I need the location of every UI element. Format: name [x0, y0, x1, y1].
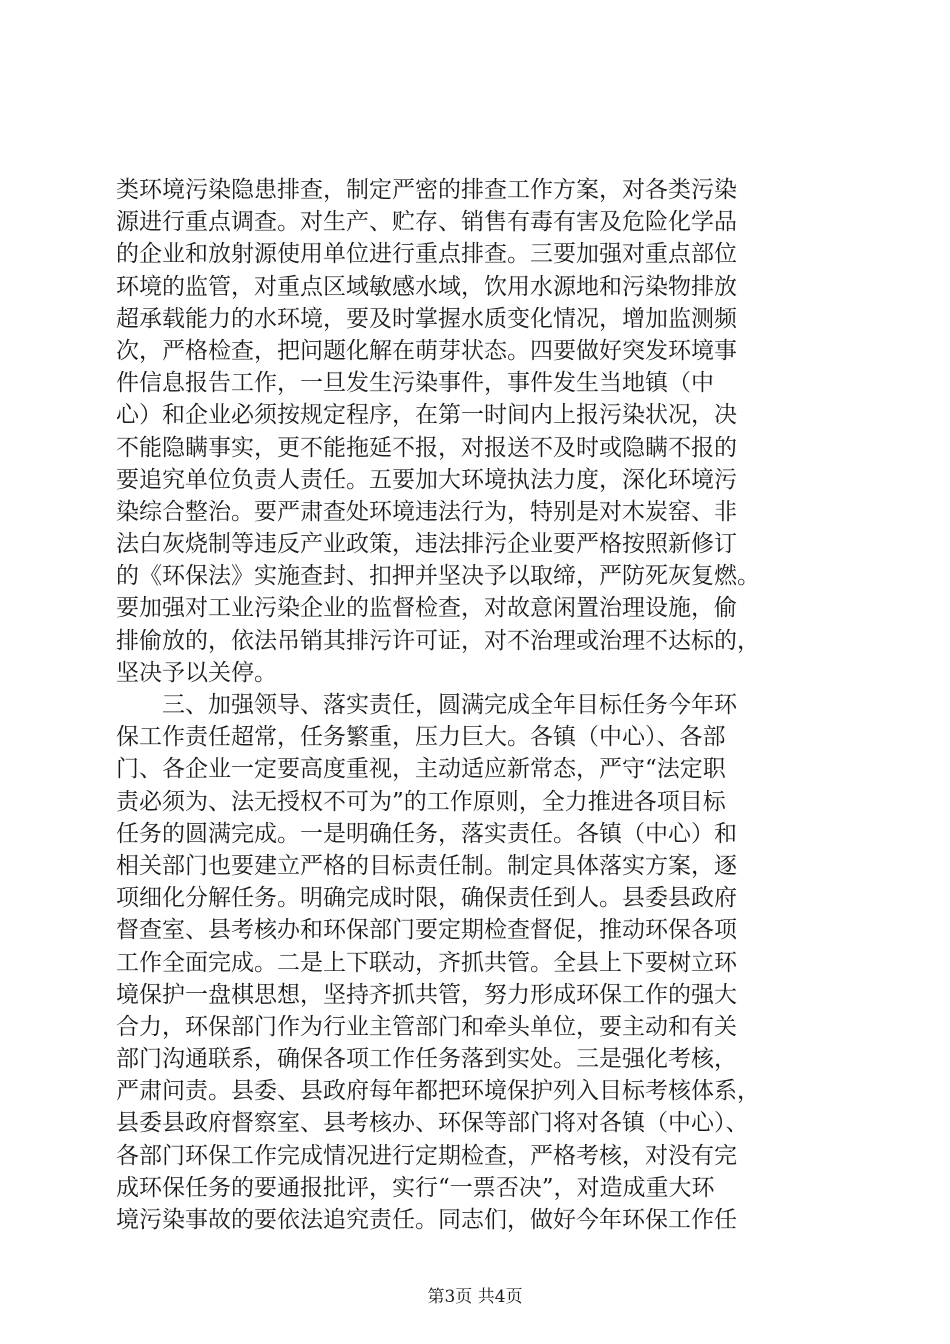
- text-line: 保工作责任超常，任务繁重，压力巨大。各镇（中心）、各部: [116, 724, 726, 751]
- text-line: 任务的圆满完成。一是明确任务，落实责任。各镇（中心）和: [116, 820, 737, 847]
- text-line: 督查室、县考核办和环保部门要定期检查督促，推动环保各项: [116, 917, 737, 944]
- text-line: 心）和企业必须按规定程序，在第一时间内上报污染状况，决: [116, 402, 737, 429]
- page-footer: 第3页 共4页: [427, 1287, 523, 1307]
- text-line: 法白灰烧制等违反产业政策，违法排污企业要严格按照新修订: [116, 531, 737, 558]
- body-text: [116, 174, 838, 1236]
- text-line: 要追究单位负责人责任。五要加大环境执法力度，深化环境污: [116, 466, 737, 493]
- text-line: 要加强对工业污染企业的监督检查，对故意闲置治理设施，偷: [116, 595, 737, 622]
- text-line: 排偷放的，依法吊销其排污许可证，对不治理或治理不达标的，: [116, 627, 760, 654]
- text-line: 三、加强领导、落实责任，圆满完成全年目标任务今年环: [116, 692, 737, 718]
- text-line: 坚决予以关停。: [116, 659, 277, 686]
- text-line: 件信息报告工作，一旦发生污染事件，事件发生当地镇（中: [116, 370, 714, 397]
- text-line: 类环境污染隐患排查，制定严密的排查工作方案，对各类污染: [116, 177, 737, 203]
- text-line: 严肃问责。县委、县政府每年都把环境保护列入目标考核体系，: [116, 1078, 760, 1105]
- text-line: 不能隐瞒事实，更不能拖延不报，对报送不及时或隐瞒不报的: [116, 434, 737, 461]
- text-line: 门、各企业一定要高度重视，主动适应新常态，严守“法定职: [116, 756, 726, 783]
- text-line: 县委县政府督察室、县考核办、环保等部门将对各镇（中心）、: [116, 1110, 749, 1137]
- text-line: 次，严格检查，把问题化解在萌芽状态。四要做好突发环境事: [116, 337, 737, 364]
- text-line: 境污染事故的要依法追究责任。同志们，做好今年环保工作任: [116, 1207, 737, 1233]
- text-line: 责必须为、法无授权不可为”的工作原则，全力推进各项目标: [116, 788, 726, 815]
- text-line: 合力，环保部门作为行业主管部门和牵头单位，要主动和有关: [116, 1013, 737, 1040]
- text-line: 源进行重点调查。对生产、贮存、销售有毒有害及危险化学品: [116, 209, 737, 236]
- text-line: 部门沟通联系，确保各项工作任务落到实处。三是强化考核，: [116, 1046, 737, 1073]
- text-line: 境保护一盘棋思想，坚持齐抓共管，努力形成环保工作的强大: [116, 981, 737, 1008]
- text-line: 环境的监管，对重点区域敏感水域，饮用水源地和污染物排放: [116, 273, 737, 300]
- text-line: 的《环保法》实施查封、扣押并坚决予以取缔，严防死灰复燃。: [116, 563, 760, 590]
- text-line: 工作全面完成。二是上下联动，齐抓共管。全县上下要树立环: [116, 949, 737, 976]
- text-line: 项细化分解任务。明确完成时限，确保责任到人。县委县政府: [116, 885, 737, 912]
- text-line: 成环保任务的要通报批评，实行“一票否决”，对造成重大环: [116, 1174, 715, 1201]
- text-line: 超承载能力的水环境，要及时掌握水质变化情况，增加监测频: [116, 305, 737, 332]
- text-line: 相关部门也要建立严格的目标责任制。制定具体落实方案，逐: [116, 852, 737, 879]
- text-line: 各部门环保工作完成情况进行定期检查，严格考核，对没有完: [116, 1142, 737, 1169]
- text-line: 的企业和放射源使用单位进行重点排查。三要加强对重点部位: [116, 241, 737, 268]
- text-line: 染综合整治。要严肃查处环境违法行为，特别是对木炭窑、非: [116, 498, 737, 525]
